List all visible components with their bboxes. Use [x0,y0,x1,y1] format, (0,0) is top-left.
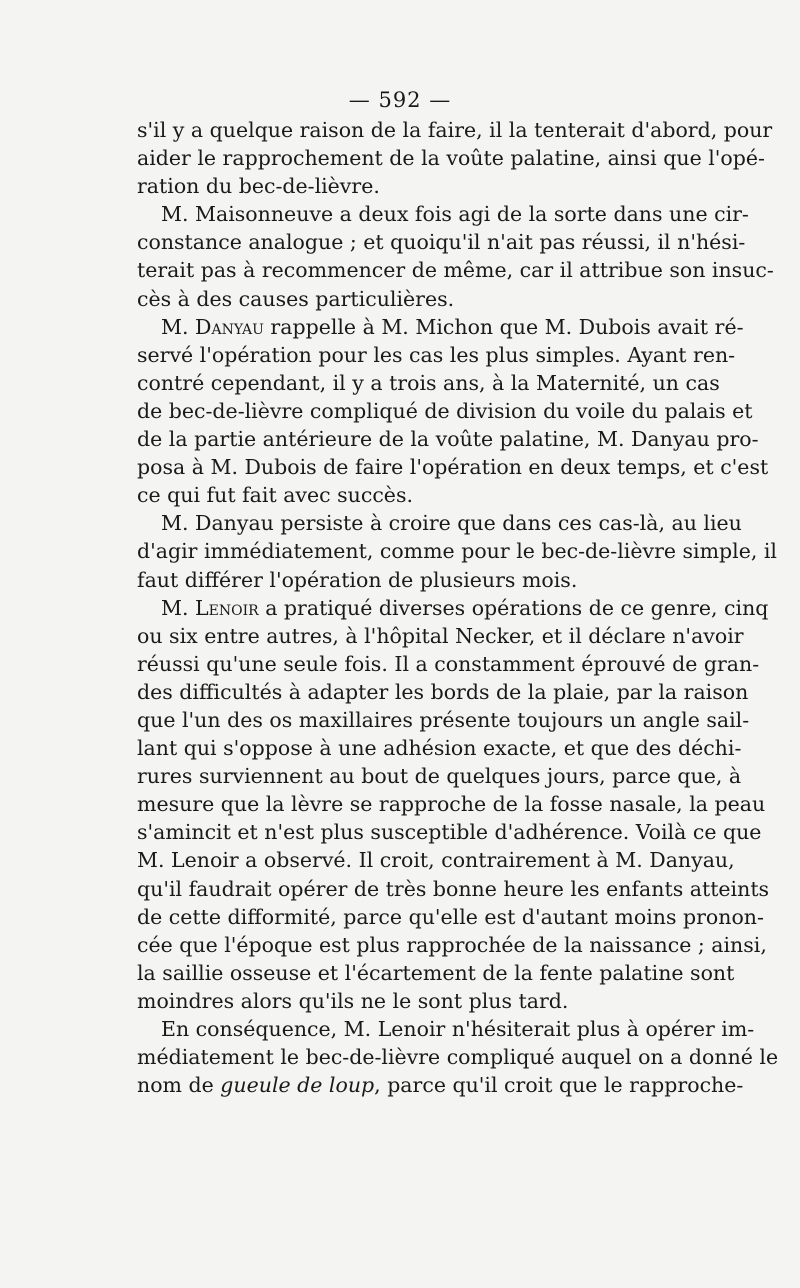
text-run: M. Danyau persiste à croire que dans ces cas-là, au lieu [161,511,742,536]
text-line: ration du bec-de-lièvre. [137,174,380,199]
text-line: posa à M. Dubois de faire l'opération en deux temps, et c'est [137,455,769,480]
text-line: rures surviennent au bout de quelques jours, parce que, à [137,764,742,789]
text-line: réussi qu'une seule fois. Il a constamment éprouvé de gran- [137,651,760,676]
text-run: a pratiqué diverses opérations de ce genre, cinq [258,595,769,620]
text-line: ce qui fut fait avec succès. [137,483,413,508]
text-line: de cette difformité, parce qu'elle est d'autant moins pronon- [137,904,764,929]
text-line [137,1015,755,1043]
text-line [137,200,749,228]
text-line [137,594,769,622]
text-line: de bec-de-lièvre compliqué de division du voile du palais et [137,398,753,423]
text-line: cée que l'époque est plus rapprochée de la naissance ; ainsi, [137,932,767,957]
text-line: d'agir immédiatement, comme pour le bec-de-lièvre simple, il [137,539,777,564]
text-run: M. [161,595,196,620]
text-run: M. Maisonneuve a deux fois agi de la sorte dans une cir- [161,202,749,227]
text-line [137,509,742,537]
text-line: que l'un des os maxillaires présente toujours un angle sail- [137,707,750,732]
text-line: mesure que la lèvre se rapproche de la fosse nasale, la peau [137,792,766,817]
text-line: constance analogue ; et quoiqu'il n'ait pas réussi, il n'hési- [137,230,746,255]
italic-term: gueule de loup [220,1073,375,1098]
text-line: la saillie osseuse et l'écartement de la fente palatine sont [137,960,735,985]
text-line: contré cependant, il y a trois ans, à la Maternité, un cas [137,370,720,395]
text-line: lant qui s'oppose à une adhésion exacte, et que des déchi- [137,736,742,761]
text-run: , parce qu'il croit que le rapproche- [374,1073,744,1098]
text-line: de la partie antérieure de la voûte palatine, M. Danyau pro- [137,427,759,452]
text-line: moindres alors qu'ils ne le sont plus tard. [137,988,569,1013]
text-line: faut différer l'opération de plusieurs mois. [137,567,578,592]
text-line: médiatement le bec-de-lièvre compliqué auquel on a donné le [137,1045,779,1070]
text-line: qu'il faudrait opérer de très bonne heure les enfants atteints [137,876,770,901]
text-line: s'il y a quelque raison de la faire, il la tenterait d'abord, pour [137,118,773,142]
body-text [137,116,779,1099]
text-line: ou six entre autres, à l'hôpital Necker, et il déclare n'avoir [137,623,744,648]
text-line: cès à des causes particulières. [137,286,455,311]
text-line: s'amincit et n'est plus susceptible d'adhérence. Voilà ce que [137,820,762,845]
text-line: aider le rapprochement de la voûte palatine, ainsi que l'opé- [137,146,765,171]
text-line [137,313,744,341]
text-line: des difficultés à adapter les bords de la plaie, par la raison [137,679,749,704]
speaker-name: Danyau [195,314,264,339]
text-run: rappelle à M. Michon que M. Dubois avait ré- [263,314,744,339]
text-run: M. [161,314,196,339]
page-number: — 592 — [348,88,452,112]
text-line: M. Lenoir a observé. Il croit, contrairement à M. Danyau, [137,848,735,873]
text-line [137,1071,744,1099]
text-line: servé l'opération pour les cas les plus simples. Ayant ren- [137,342,736,367]
speaker-name: Lenoir [195,595,259,620]
text-run: En conséquence, M. Lenoir n'hésiterait plus à opérer im- [161,1017,755,1041]
text-run: nom de [137,1073,221,1098]
text-line: terait pas à recommencer de même, car il attribue son insuc- [137,258,774,283]
